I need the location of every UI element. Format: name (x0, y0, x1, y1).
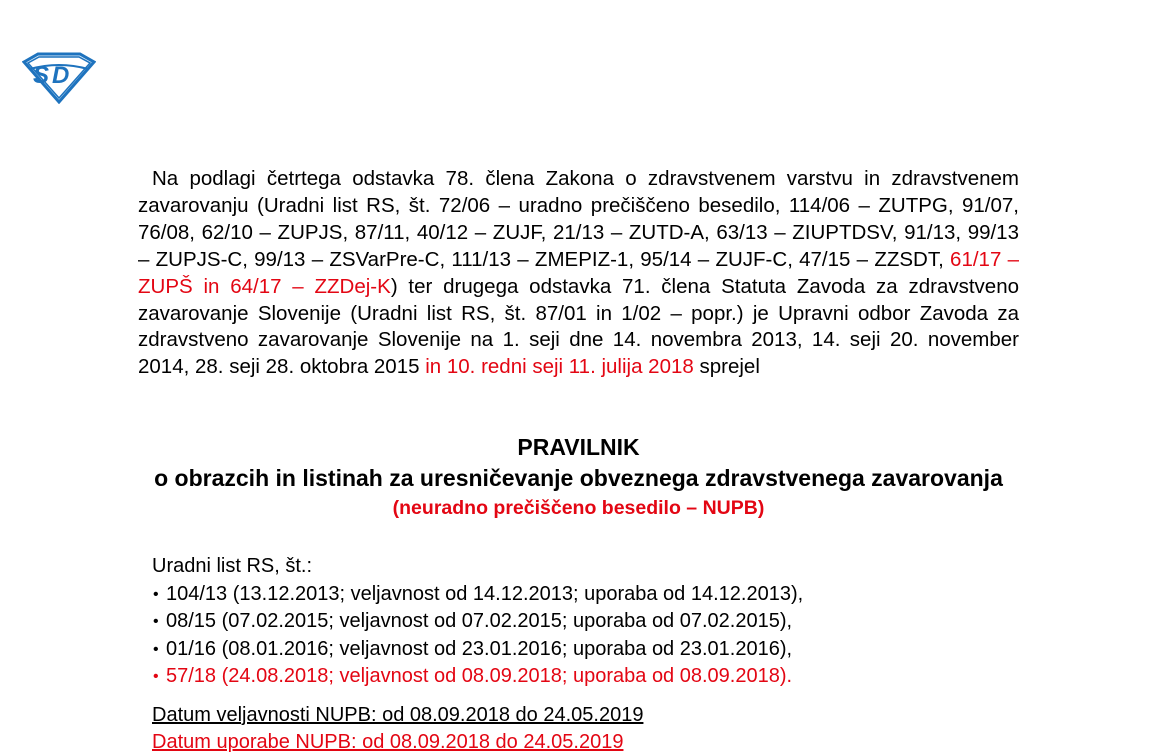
bullet-icon: • (153, 585, 159, 603)
gazette-heading: Uradni list RS, št.: (152, 555, 313, 577)
gazette-entry (152, 608, 1012, 636)
gazette-entry-text: 104/13 (13.12.2013; veljavnost od 14.12.2013; uporaba od 14.12.2013), (166, 582, 804, 605)
nupb-dates (152, 702, 1012, 756)
gazette-entry (152, 581, 1012, 609)
gazette-entry-text: 01/16 (08.01.2016; veljavnost od 23.01.2016; uporaba od 23.01.2016), (166, 637, 793, 660)
bullet-icon: • (153, 668, 159, 686)
preamble-text: Na podlagi četrtega odstavka 78. člena Zakona o zdravstvenem varstvu in zdravstvenem zavarovanju (Uradni list RS, št. 72/06 – uradno prečiščeno besedilo, 114/06 – ZUTPG, 91/07, 76/08, 62/10 – ZUPJS, 87/11, 40/12 – ZUJF, 21/13 – ZUTD-A, 63/13 – ZIUPTDSV, 91/13, 99/13 – ZUPJS-C, 99/13 – ZSVarPre-C, 111/13 – ZMEPIZ-1, 95/14 – ZUJF-C, 47/15 – ZZSDT, (138, 167, 1019, 271)
preamble-text-middle: ) ter drugega odstavka 71. člena Statuta Zavoda za zdravstveno zavarovanje Slovenije (Uradni list RS, št. 87/01 in 1/02 – popr.) je Upravni odbor Zavoda za zdravstveno zavarovanje Slovenije na 1. seji dne 14. novembra 2013, 14. seji 20. november 2014, 28. seji 28. oktobra 2015 (138, 274, 1019, 379)
zzzs-logo (22, 52, 96, 104)
preamble-amendment-red: 61/17 – ZUPŠ in 64/17 – ZZDej-K (138, 247, 1019, 298)
document-subtitle: o obrazcih in listinah za uresničevanje obveznega zdravstvenega zavarovanja (154, 465, 1003, 491)
gazette-entry-text: 08/15 (07.02.2015; veljavnost od 07.02.2015; uporaba od 07.02.2015), (166, 610, 793, 633)
bullet-icon: • (153, 640, 159, 658)
application-date: Datum uporabe NUPB: od 08.09.2018 do 24.05.2019 (152, 731, 624, 753)
svg-text:D: D (52, 62, 70, 89)
bullet-icon: • (153, 613, 159, 631)
gazette-entry-text: 57/18 (24.08.2018; veljavnost od 08.09.2018; uporaba od 08.09.2018). (166, 665, 793, 688)
preamble-paragraph (138, 166, 1019, 381)
gazette-section (152, 553, 1012, 691)
gazette-list (152, 581, 1012, 691)
gazette-entry-latest (152, 663, 1012, 691)
nupb-label: (neuradno prečiščeno besedilo – NUPB) (392, 497, 765, 519)
gazette-entry (152, 636, 1012, 664)
validity-date: Datum veljavnosti NUPB: od 08.09.2018 do 24.05.2019 (152, 704, 644, 726)
preamble-text-end: sprejel (693, 355, 760, 379)
document-title-block (138, 432, 1019, 522)
document-title: PRAVILNIK (517, 434, 640, 460)
svg-text:S: S (33, 62, 50, 89)
preamble-session-red: in 10. redni seji 11. julija 2018 (425, 355, 694, 379)
